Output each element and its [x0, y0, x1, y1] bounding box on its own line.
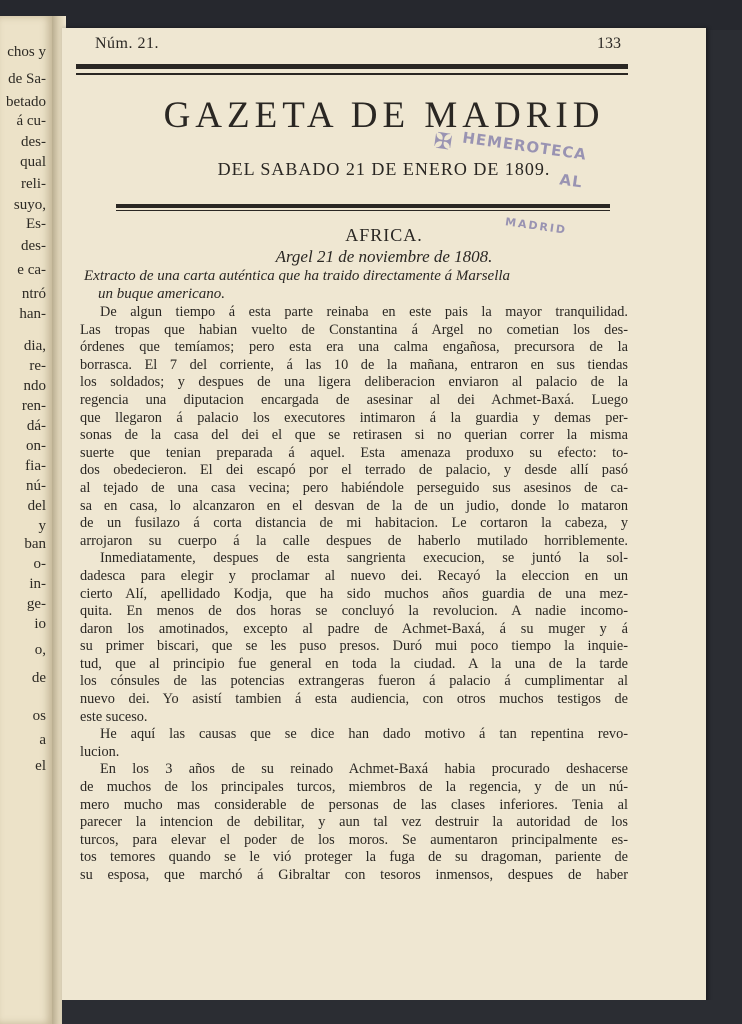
- article-line: de muchos de los principales turcos, miembros de la regencia, y de un nú-: [80, 779, 628, 796]
- facing-page-fragment: qual: [20, 154, 46, 170]
- facing-page-fragment: chos y: [7, 44, 46, 60]
- facing-page-fragment: reli-: [21, 176, 46, 192]
- article-line: quita. En menos de dos horas se concluyó la revolucion. A nadie incomo-: [80, 603, 628, 620]
- article-line: este suceso.: [80, 708, 148, 725]
- facing-page-fragment: betado: [6, 94, 46, 110]
- article-line: los cónsules de las potencias extrangeras fueron á palacio á cumplimentar al: [80, 673, 628, 690]
- article-line: suerte que tenian preparada á aquel. Esta amenaza produxo su efecto: to-: [80, 444, 628, 461]
- article-body: [80, 304, 628, 885]
- facing-page-fragment: suyo,: [13, 197, 46, 213]
- masthead-bottom-rule-thick: [116, 204, 610, 208]
- facing-page-fragment: dá-: [26, 418, 46, 434]
- section-heading: AFRICA.: [345, 225, 423, 245]
- facing-page-fragment: des-: [21, 134, 46, 150]
- facing-page-fragment: ren-: [21, 398, 46, 414]
- facing-page-fragment: o,: [34, 642, 46, 658]
- dateline-place: Argel 21 de noviembre de 1808.: [275, 247, 493, 266]
- article-line: al tejado de una casa vecina; pero habiéndole perseguido sus asesinos de ca-: [80, 479, 628, 496]
- article-line: daron los amotinados, excepto al padre de Achmet-Baxá, á su muger y á: [80, 620, 628, 637]
- article-line: sa en casa, lo alcanzaron en el desvan de la de un judio, donde lo mataron: [80, 497, 628, 514]
- article-line: De algun tiempo á esta parte reinaba en este pais la mayor tranquilidad.: [100, 304, 628, 320]
- facing-page-fragment: des-: [21, 238, 46, 254]
- masthead-bottom-rule-thin: [116, 210, 610, 211]
- article-line: arrojaron su cuerpo á la calle despues de haberlo mutilado horriblemente.: [80, 532, 628, 549]
- scanner-background-bottom: [62, 1000, 742, 1024]
- article-line: dadesca para elegir y proclamar al nuevo dei. Recayó la eleccion en un: [80, 567, 628, 584]
- facing-page-fragment: ndo: [23, 378, 46, 394]
- issue-number: Núm. 21.: [95, 35, 159, 52]
- article-line: lucion.: [80, 743, 120, 760]
- intro-line: un buque americano.: [98, 286, 226, 302]
- page-number: 133: [597, 35, 621, 52]
- scanner-background-top: [0, 0, 742, 30]
- stamp-text-line1: HEMEROTECA: [461, 128, 588, 164]
- stamp-seal-icon: ✠: [432, 128, 454, 156]
- facing-page-fragment: y: [38, 518, 46, 534]
- facing-page-fragment: de Sa-: [8, 71, 46, 87]
- facing-page-fragment: fia-: [25, 458, 46, 474]
- facing-page-fragment: nú-: [26, 478, 46, 494]
- article-line: órdenes que temíamos; pero esta era una calma engañosa, precursora de la: [80, 339, 628, 356]
- article-line: su esposa, que marchó á Gibraltar con tesoros inmensos, despues de haber: [80, 867, 628, 883]
- facing-page-fragment: o-: [33, 556, 46, 572]
- facing-page-fragment: on-: [26, 438, 46, 454]
- article-line: En los 3 años de su reinado Achmet-Baxá habia procurado deshacerse: [100, 761, 628, 778]
- newspaper-page: [62, 28, 706, 1024]
- article-line: sonas de la casa del dei el que se retirasen si no querian correr la misma: [80, 427, 628, 444]
- facing-page-fragment: del: [27, 498, 46, 514]
- facing-page-fragment: re-: [29, 358, 46, 374]
- article-line: los soldados; y despues de una ligera deliberacion enviaron al palacio de la: [80, 374, 628, 391]
- article-line: cierto Alí, apellidado Kodja, que ha sido muchos años guardia de una mez-: [80, 585, 628, 602]
- facing-page-fragment: io: [34, 616, 46, 632]
- facing-page-fragment: os: [32, 708, 46, 724]
- facing-page-fragment: ge-: [26, 596, 46, 612]
- article-line: tos temores quando se le vió proteger la fuga de su dragoman, pariente de: [80, 849, 628, 866]
- article-line: mero mucho mas considerable de personas de las clases inferiores. Tenia al: [80, 796, 628, 813]
- article-line: tud, que al principio fue general en toda la ciudad. A la una de la tarde: [80, 655, 628, 672]
- top-rule-thick: [76, 64, 628, 69]
- facing-page-fragment: ban: [24, 536, 46, 552]
- article-line: borrasca. El 7 del corriente, á las 10 de la mañana, entraron en sus tiendas: [80, 356, 628, 373]
- facing-page-fragment: el: [35, 758, 46, 774]
- facing-page-fragment: Es-: [26, 216, 46, 232]
- article-line: parecer la intencion de debilitar, y aun tal vez destruir la autoridad de los: [80, 814, 628, 831]
- facing-page-fragment: á cu-: [16, 113, 46, 129]
- article-line: Inmediatamente, despues de esta sangrienta execucion, se juntó la sol-: [100, 550, 628, 567]
- article-line: dos obedecieron. El dei escapó por el terrado de palacio, y desde allí pasó: [80, 462, 628, 479]
- stamp-text-line2: AL: [558, 170, 584, 192]
- facing-page-strip: [0, 16, 52, 1024]
- stamp-text-line3: MADRID: [504, 215, 568, 237]
- article-line: nuevo dei. Yo asistí tambien á esta audiencia, con otros muchos testigos de: [80, 691, 628, 708]
- article-line: que llegaron á palacio los executores intimaron á la guardia y demas per-: [80, 409, 628, 426]
- facing-page-fragment: a: [39, 732, 46, 748]
- facing-page-fragment: han-: [19, 306, 46, 322]
- article-line: He aquí las causas que se dice han dado motivo á tan repentina revo-: [100, 726, 628, 743]
- facing-page-fragment: de: [31, 670, 46, 686]
- intro-line: Extracto de una carta auténtica que ha traido directamente á Marsella: [84, 268, 511, 284]
- top-rule-thin: [76, 73, 628, 75]
- issue-dateline: DEL SABADO 21 DE ENERO DE 1809.: [217, 159, 551, 179]
- article-line: de un fusilazo á corta distancia de mi habitacion. Le cortaron la cabeza, y: [80, 515, 628, 532]
- article-line: Las tropas que habian vuelto de Constantina á Argel no cometian los des-: [80, 321, 628, 338]
- facing-page-fragment: e ca-: [17, 262, 46, 278]
- article-line: turcos, para elevar el poder de los moros. Se aumentaron principalmente es-: [80, 831, 628, 848]
- masthead-title: GAZETA DE MADRID: [163, 95, 605, 136]
- article-line: regencia una diputacion encargada de asesinar al dei Achmet-Baxá. Luego: [80, 391, 628, 408]
- article-line: su primer biscari, que se les puso presos. Duró mui poco tiempo la inquie-: [80, 638, 628, 655]
- facing-page-fragment: dia,: [23, 338, 46, 354]
- facing-page-fragment: in-: [29, 576, 46, 592]
- facing-page-fragment: ntró: [21, 286, 46, 302]
